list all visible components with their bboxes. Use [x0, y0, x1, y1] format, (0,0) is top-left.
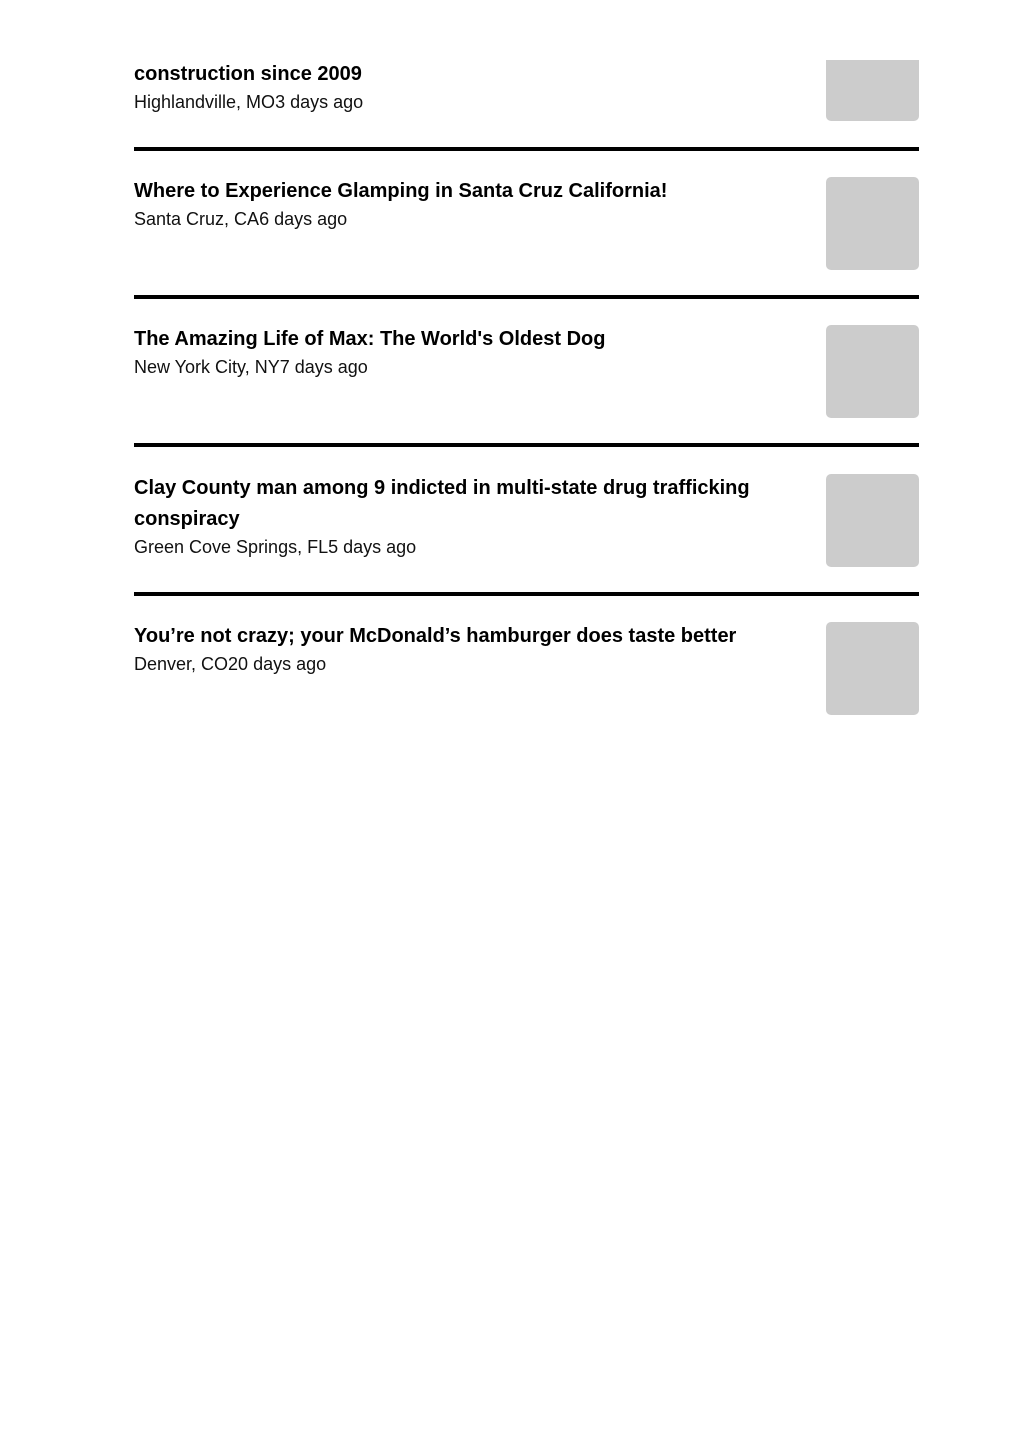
article-item[interactable] [134, 0, 919, 147]
article-meta [134, 208, 347, 230]
article-age: 7 days ago [279, 357, 368, 377]
article-item[interactable] [134, 447, 919, 592]
article-item[interactable] [134, 151, 919, 296]
article-age: 5 days ago [328, 537, 417, 557]
article-thumbnail[interactable] [826, 474, 919, 567]
article-age: 20 days ago [228, 654, 327, 674]
article-meta [134, 653, 326, 675]
article-meta [134, 356, 368, 378]
article-thumbnail[interactable] [826, 622, 919, 715]
article-item[interactable] [134, 299, 919, 444]
article-thumbnail[interactable] [826, 325, 919, 418]
article-meta [134, 536, 416, 558]
article-meta [134, 91, 363, 113]
article-location: Green Cove Springs, FL [134, 537, 329, 557]
article-location: New York City, NY [134, 357, 280, 377]
article-headline[interactable]: Clay County man among 9 indicted in multi-state drug trafficking conspiracy [134, 477, 750, 530]
article-location: Denver, CO [134, 654, 229, 674]
article-item[interactable] [134, 596, 919, 726]
article-thumbnail[interactable] [826, 177, 919, 270]
article-location: Highlandville, MO [134, 92, 276, 112]
article-location: Santa Cruz, CA [134, 209, 260, 229]
article-headline[interactable]: The Amazing Life of Max: The World's Oldest Dog [134, 328, 606, 350]
article-age: 6 days ago [259, 209, 348, 229]
article-thumbnail[interactable] [826, 60, 919, 121]
article-headline[interactable]: You’re not crazy; your McDonald’s hamburger does taste better [134, 625, 737, 647]
article-headline[interactable]: construction since 2009 [134, 63, 362, 85]
article-headline[interactable]: Where to Experience Glamping in Santa Cruz California! [134, 180, 668, 202]
article-age: 3 days ago [275, 92, 364, 112]
